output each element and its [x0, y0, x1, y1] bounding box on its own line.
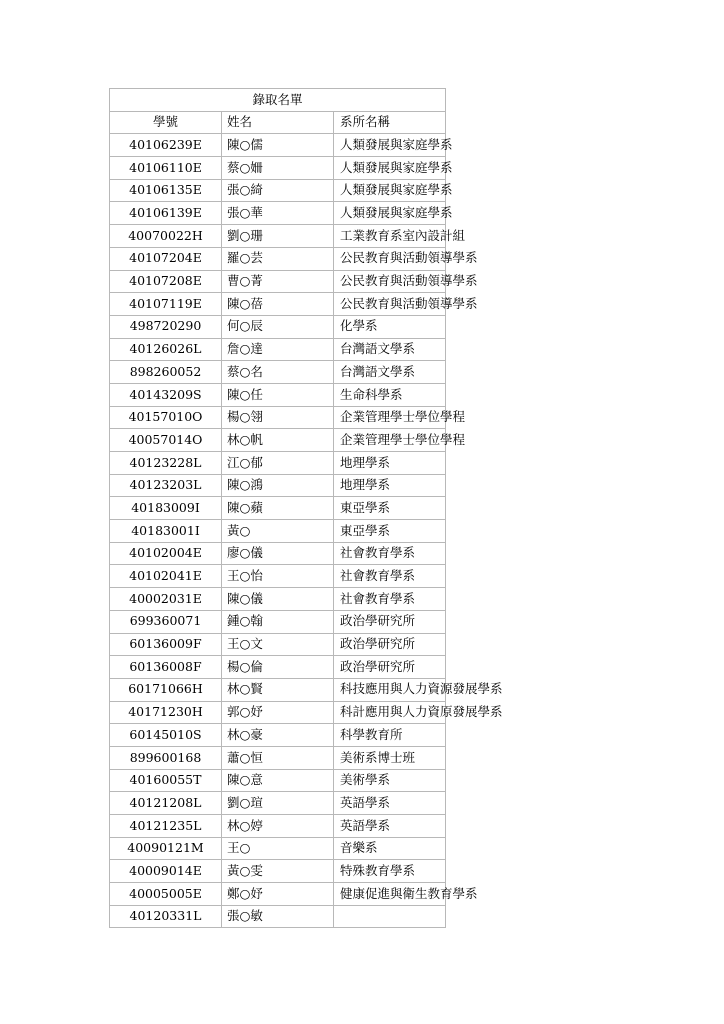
header-department: 系所名稱	[334, 111, 446, 134]
department-cell: 生命科學系	[334, 383, 446, 406]
student-id-cell: 40183001I	[110, 520, 222, 543]
table-row	[110, 497, 446, 520]
department-cell: 科學教育所	[334, 724, 446, 747]
student-id-cell: 40106139E	[110, 202, 222, 225]
department-cell: 企業管理學士學位學程	[334, 406, 446, 429]
student-id-cell: 498720290	[110, 315, 222, 338]
name-cell: 鍾○翰	[222, 610, 334, 633]
name-cell: 陳○意	[222, 769, 334, 792]
table-row	[110, 542, 446, 565]
name-cell: 黃○雯	[222, 860, 334, 883]
table-row	[110, 860, 446, 883]
name-cell: 蔡○名	[222, 361, 334, 384]
student-id-cell: 40160055T	[110, 769, 222, 792]
department-cell: 社會教育學系	[334, 565, 446, 588]
name-cell: 曹○菁	[222, 270, 334, 293]
name-cell: 陳○蓓	[222, 293, 334, 316]
name-cell: 林○婷	[222, 815, 334, 838]
department-cell: 台灣語文學系	[334, 361, 446, 384]
name-cell: 陳○蘋	[222, 497, 334, 520]
student-id-cell: 40102004E	[110, 542, 222, 565]
admission-list-table	[109, 88, 503, 928]
student-id-cell: 898260052	[110, 361, 222, 384]
table-row	[110, 202, 446, 225]
name-cell: 黃○	[222, 520, 334, 543]
table-row	[110, 247, 446, 270]
table-row	[110, 701, 446, 724]
table-row	[110, 883, 446, 906]
department-cell: 政治學研究所	[334, 656, 446, 679]
department-cell: 美術系博士班	[334, 746, 446, 769]
table-row	[110, 610, 446, 633]
table-row	[110, 429, 446, 452]
department-cell: 人類發展與家庭學系	[334, 179, 446, 202]
student-id-cell: 40005005E	[110, 883, 222, 906]
table-row	[110, 179, 446, 202]
student-id-cell: 40121208L	[110, 792, 222, 815]
table-row	[110, 270, 446, 293]
name-cell: 林○賢	[222, 678, 334, 701]
student-id-cell: 60136008F	[110, 656, 222, 679]
student-id-cell: 699360071	[110, 610, 222, 633]
student-id-cell: 40106110E	[110, 157, 222, 180]
department-cell: 地理學系	[334, 474, 446, 497]
department-cell: 社會教育學系	[334, 542, 446, 565]
department-cell: 英語學系	[334, 792, 446, 815]
table-row	[110, 452, 446, 475]
table-header-row	[110, 111, 446, 134]
table-row	[110, 837, 446, 860]
table-row	[110, 157, 446, 180]
student-id-cell: 40106239E	[110, 134, 222, 157]
student-id-cell: 40106135E	[110, 179, 222, 202]
name-cell: 陳○儀	[222, 588, 334, 611]
table-row	[110, 724, 446, 747]
department-cell: 企業管理學士學位學程	[334, 429, 446, 452]
name-cell: 張○華	[222, 202, 334, 225]
name-cell: 陳○任	[222, 383, 334, 406]
name-cell: 何○辰	[222, 315, 334, 338]
name-cell: 王○怡	[222, 565, 334, 588]
department-cell: 特殊教育學系	[334, 860, 446, 883]
department-cell: 台灣語文學系	[334, 338, 446, 361]
department-cell: 英語學系	[334, 815, 446, 838]
table-row	[110, 792, 446, 815]
name-cell: 王○文	[222, 633, 334, 656]
department-cell: 工業教育系室內設計組	[334, 225, 446, 248]
student-id-cell: 40107208E	[110, 270, 222, 293]
name-cell: 詹○達	[222, 338, 334, 361]
student-id-cell: 40123228L	[110, 452, 222, 475]
department-cell: 公民教育與活動領導學系	[334, 247, 446, 270]
name-cell: 陳○儒	[222, 134, 334, 157]
department-cell: 人類發展與家庭學系	[334, 202, 446, 225]
name-cell: 張○敏	[222, 905, 334, 928]
table-row	[110, 225, 446, 248]
table-row	[110, 769, 446, 792]
table-row	[110, 815, 446, 838]
table-row	[110, 315, 446, 338]
name-cell: 王○	[222, 837, 334, 860]
student-id-cell: 899600168	[110, 746, 222, 769]
student-id-cell: 40126026L	[110, 338, 222, 361]
department-cell: 音樂系	[334, 837, 446, 860]
department-cell: 人類發展與家庭學系	[334, 157, 446, 180]
table-row	[110, 520, 446, 543]
table-row	[110, 588, 446, 611]
department-cell: 公民教育與活動領導學系	[334, 293, 446, 316]
name-cell: 劉○瑄	[222, 792, 334, 815]
name-cell: 林○豪	[222, 724, 334, 747]
department-cell: 政治學研究所	[334, 610, 446, 633]
table-row	[110, 656, 446, 679]
table-row	[110, 633, 446, 656]
table-row	[110, 565, 446, 588]
name-cell: 蔡○姍	[222, 157, 334, 180]
department-cell: 地理學系	[334, 452, 446, 475]
student-id-cell: 40123203L	[110, 474, 222, 497]
table-body	[110, 134, 503, 928]
name-cell: 楊○倫	[222, 656, 334, 679]
table-row	[110, 474, 446, 497]
table-title: 錄取名單	[110, 89, 446, 112]
name-cell: 陳○鴻	[222, 474, 334, 497]
student-id-cell: 40183009I	[110, 497, 222, 520]
department-cell: 社會教育學系	[334, 588, 446, 611]
table-row	[110, 293, 446, 316]
student-id-cell: 40102041E	[110, 565, 222, 588]
student-id-cell: 40070022H	[110, 225, 222, 248]
name-cell: 郭○妤	[222, 701, 334, 724]
name-cell: 鄭○妤	[222, 883, 334, 906]
department-cell: 政治學研究所	[334, 633, 446, 656]
table-row	[110, 406, 446, 429]
department-cell	[334, 905, 446, 928]
name-cell: 廖○儀	[222, 542, 334, 565]
student-id-cell: 40120331L	[110, 905, 222, 928]
student-id-cell: 40057014O	[110, 429, 222, 452]
student-id-cell: 40009014E	[110, 860, 222, 883]
table-row	[110, 678, 446, 701]
student-id-cell: 60136009F	[110, 633, 222, 656]
student-id-cell: 40107119E	[110, 293, 222, 316]
table-row	[110, 338, 446, 361]
student-id-cell: 40171230H	[110, 701, 222, 724]
table-title-row	[110, 89, 446, 112]
name-cell: 江○郁	[222, 452, 334, 475]
name-cell: 蕭○恒	[222, 746, 334, 769]
department-cell: 美術學系	[334, 769, 446, 792]
name-cell: 羅○芸	[222, 247, 334, 270]
department-cell: 東亞學系	[334, 520, 446, 543]
student-id-cell: 60145010S	[110, 724, 222, 747]
department-cell: 公民教育與活動領導學系	[334, 270, 446, 293]
department-cell: 科計應用與人力資原發展學系	[334, 701, 446, 724]
department-cell: 東亞學系	[334, 497, 446, 520]
table-row	[110, 746, 446, 769]
table-row	[110, 134, 446, 157]
table-row	[110, 905, 446, 928]
student-id-cell: 40157010O	[110, 406, 222, 429]
student-id-cell: 60171066H	[110, 678, 222, 701]
student-id-cell: 40090121M	[110, 837, 222, 860]
name-cell: 張○綺	[222, 179, 334, 202]
student-id-cell: 40121235L	[110, 815, 222, 838]
name-cell: 劉○珊	[222, 225, 334, 248]
header-student-id: 學號	[110, 111, 222, 134]
table-row	[110, 361, 446, 384]
name-cell: 楊○翎	[222, 406, 334, 429]
student-id-cell: 40107204E	[110, 247, 222, 270]
department-cell: 人類發展與家庭學系	[334, 134, 446, 157]
student-id-cell: 40143209S	[110, 383, 222, 406]
department-cell: 化學系	[334, 315, 446, 338]
table-row	[110, 383, 446, 406]
department-cell: 健康促進與衛生教育學系	[334, 883, 446, 906]
header-name: 姓名	[222, 111, 334, 134]
student-id-cell: 40002031E	[110, 588, 222, 611]
name-cell: 林○帆	[222, 429, 334, 452]
department-cell: 科技應用與人力資源發展學系	[334, 678, 446, 701]
